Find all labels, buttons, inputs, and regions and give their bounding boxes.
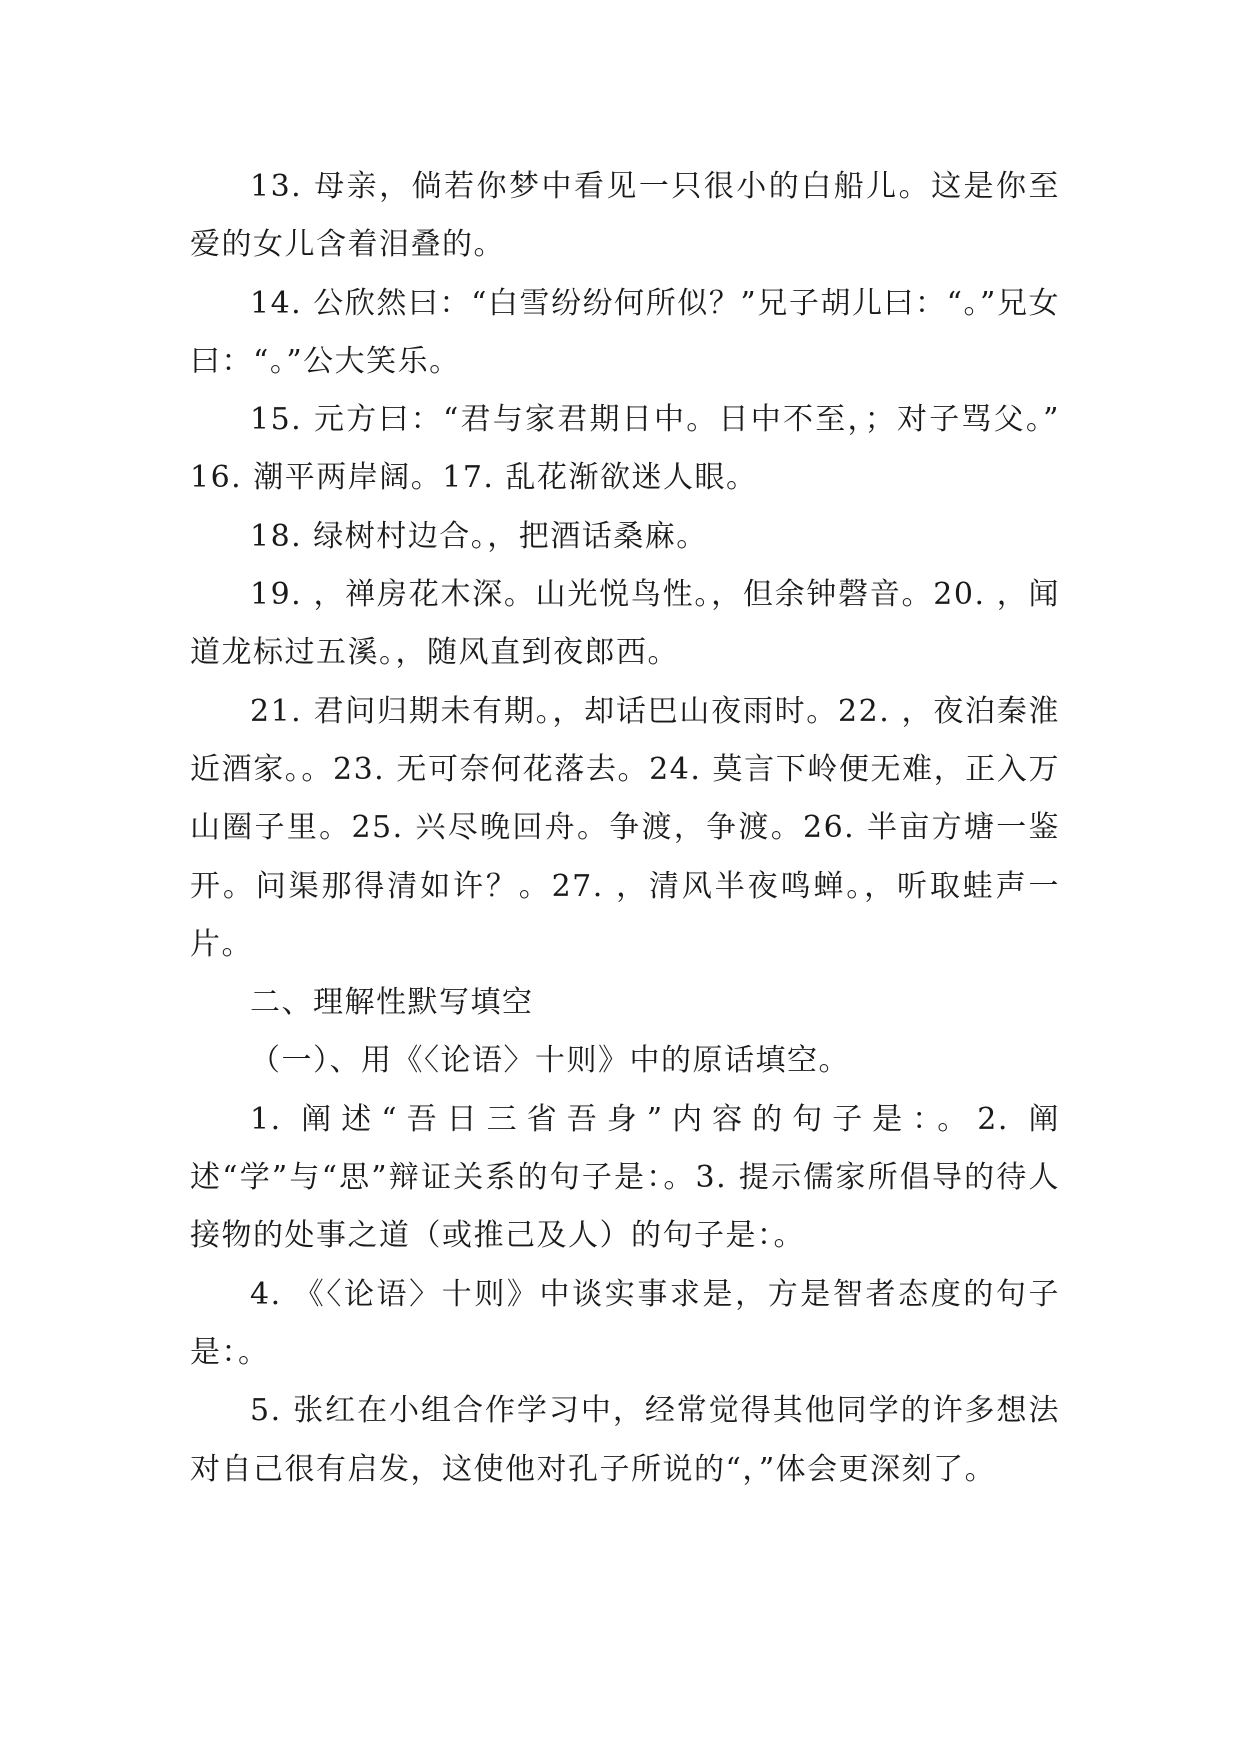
question-1-3: 1. 阐述“吾日三省吾身”内容的句子是：。2. 阐述“学”与“思”辩证关系的句子是：。3. 提示儒家所倡导的待人接物的处事之道（或推己及人）的句子是：。 <box>190 1101 1060 1254</box>
question-5: 5. 张红在小组合作学习中，经常觉得其他同学的许多想法对自己很有启发，这使他对孔子所说的“，”体会更深刻了。 <box>190 1393 1060 1487</box>
paragraph-19-20: 19. ，禅房花木深。山光悦鸟性。，但余钟磬音。20. ，闻道龙标过五溪。，随风直到夜郎西。 <box>190 577 1060 671</box>
section-heading: 二、理解性默写填空 <box>250 985 534 1021</box>
question-4: 4. 《〈论语〉十则》中谈实事求是，方是智者态度的句子是：。 <box>190 1276 1060 1370</box>
document-body <box>190 158 1060 1499</box>
paragraph-15-17: 15. 元方曰：“君与家君期日中。日中不至，；对子骂父。” 16. 潮平两岸阔。17. 乱花渐欲迷人眼。 <box>190 402 1060 496</box>
paragraph-14: 14. 公欣然曰：“白雪纷纷何所似？”兄子胡儿曰：“。”兄女曰：“。”公大笑乐。 <box>190 285 1060 379</box>
subsection-heading: （一）、用《〈论语〉十则》中的原话填空。 <box>250 1043 850 1079</box>
paragraph-21-27: 21. 君问归期未有期。，却话巴山夜雨时。22. ，夜泊秦淮近酒家。。23. 无可奈何花落去。24. 莫言下岭便无难，正入万山圈子里。25. 兴尽晚回舟。争渡，争渡。26. 半亩方塘一鉴开。问渠那得清如许？。27. ，清风半夜鸣蝉。，听取蛙声一片。 <box>190 693 1060 962</box>
paragraph-18: 18. 绿树村边合。，把酒话桑麻。 <box>250 518 708 554</box>
paragraph-13: 13. 母亲，倘若你梦中看见一只很小的白船儿。这是你至爱的女儿含着泪叠的。 <box>190 169 1060 263</box>
